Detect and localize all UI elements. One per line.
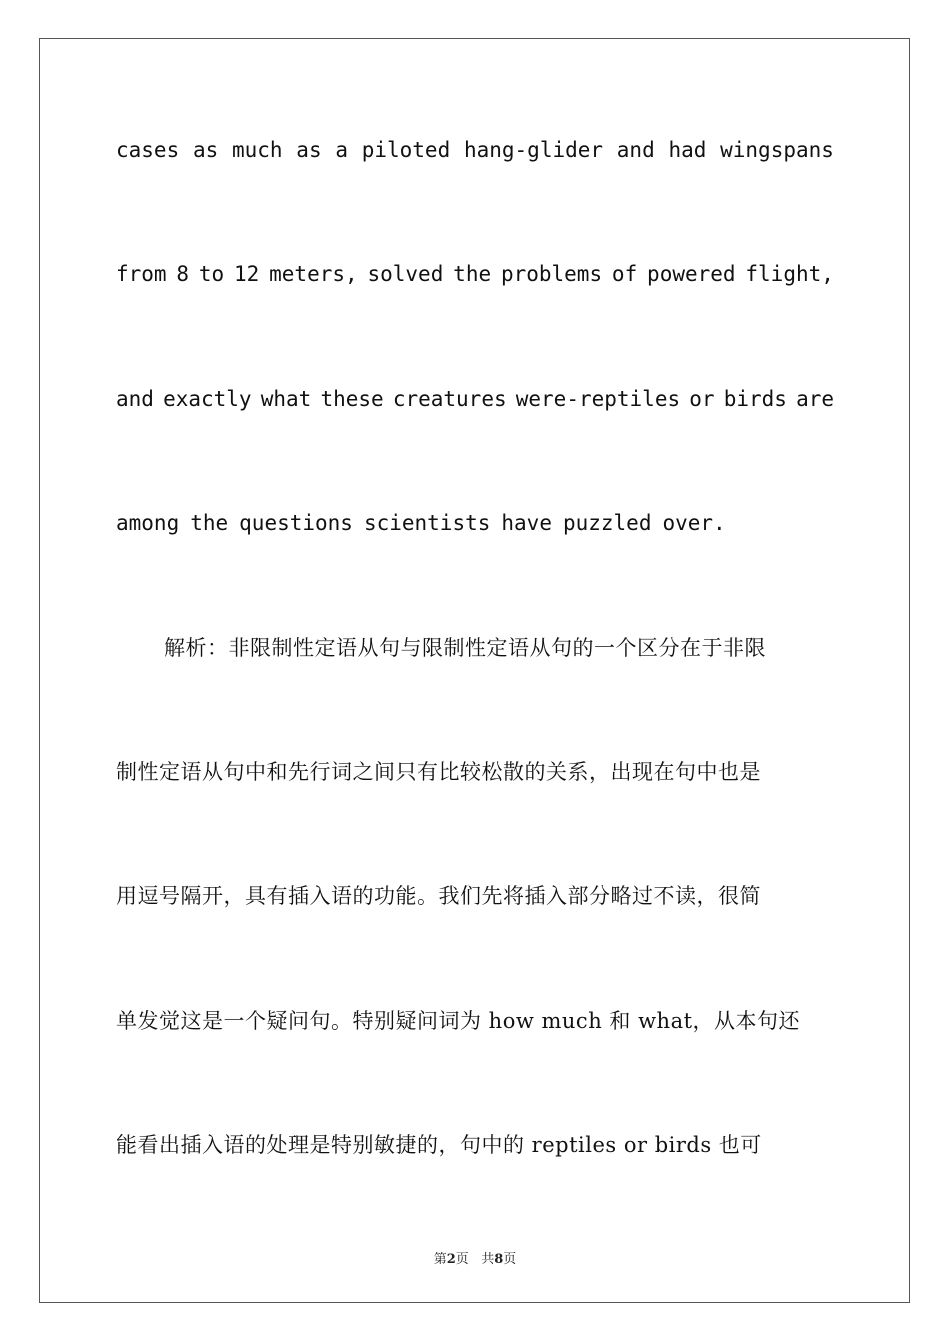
page-footer — [0, 1248, 950, 1267]
word: were-reptiles — [515, 387, 681, 411]
word: over. — [662, 511, 726, 535]
analysis-line-5: 能看出插入语的处理是特别敏捷的，句中的 reptiles or birds 也可 — [116, 1133, 762, 1157]
footer-page-suffix: 页 — [455, 1252, 469, 1267]
word: among — [116, 511, 180, 535]
word: exactly — [163, 387, 252, 411]
word: questions — [239, 511, 353, 535]
word: to — [198, 262, 225, 286]
word: meters, — [269, 262, 358, 286]
word: and — [616, 138, 655, 162]
english-line-1 — [116, 135, 834, 165]
word: are — [796, 387, 834, 411]
analysis-line-4: 单发觉这是一个疑问句。特别疑问词为 how much 和 what，从本句还 — [116, 1009, 801, 1033]
word: birds — [723, 387, 787, 411]
analysis-line-3: 用逗号隔开，具有插入语的功能。我们先将插入部分略过不读，很简 — [116, 884, 761, 908]
word: 12 — [234, 262, 260, 286]
word: the — [453, 262, 492, 286]
word: scientists — [363, 511, 491, 535]
word: what — [260, 387, 312, 411]
word: these — [320, 387, 384, 411]
footer-page-number: 2 — [446, 1252, 456, 1267]
analysis-line-1: 解析：非限制性定语从句与限制性定语从句的一个区分在于非限 — [164, 636, 766, 660]
word: as — [296, 138, 322, 162]
word: and — [116, 387, 154, 411]
analysis-line-2: 制性定语从句中和先行词之间只有比较松散的关系，出现在句中也是 — [116, 760, 761, 784]
word: the — [190, 511, 229, 535]
word: wingspans — [720, 138, 834, 162]
footer-total-pages: 8 — [494, 1252, 504, 1267]
word: had — [668, 138, 707, 162]
english-line-3 — [116, 384, 834, 414]
word: 8 — [176, 262, 190, 286]
word: a — [335, 138, 348, 162]
footer-total-suffix: 页 — [503, 1252, 517, 1267]
word: from — [116, 262, 167, 286]
footer-total-prefix: 共 — [481, 1252, 495, 1267]
word: have — [501, 511, 552, 535]
footer-page-prefix: 第 — [433, 1252, 447, 1267]
word: as — [192, 138, 219, 162]
word: flight, — [745, 262, 834, 286]
english-line-4 — [116, 508, 834, 538]
word: piloted — [361, 138, 451, 162]
word: powered — [647, 262, 736, 286]
word: much — [231, 138, 283, 162]
word: solved — [367, 262, 444, 286]
word: creatures — [392, 387, 507, 411]
word: of — [611, 262, 638, 286]
word: puzzled — [562, 511, 652, 535]
word: problems — [500, 262, 603, 286]
page-frame — [39, 38, 910, 1303]
word: or — [689, 387, 715, 411]
english-line-2 — [116, 259, 834, 289]
word: cases — [116, 138, 180, 162]
word: hang-glider — [463, 138, 604, 162]
